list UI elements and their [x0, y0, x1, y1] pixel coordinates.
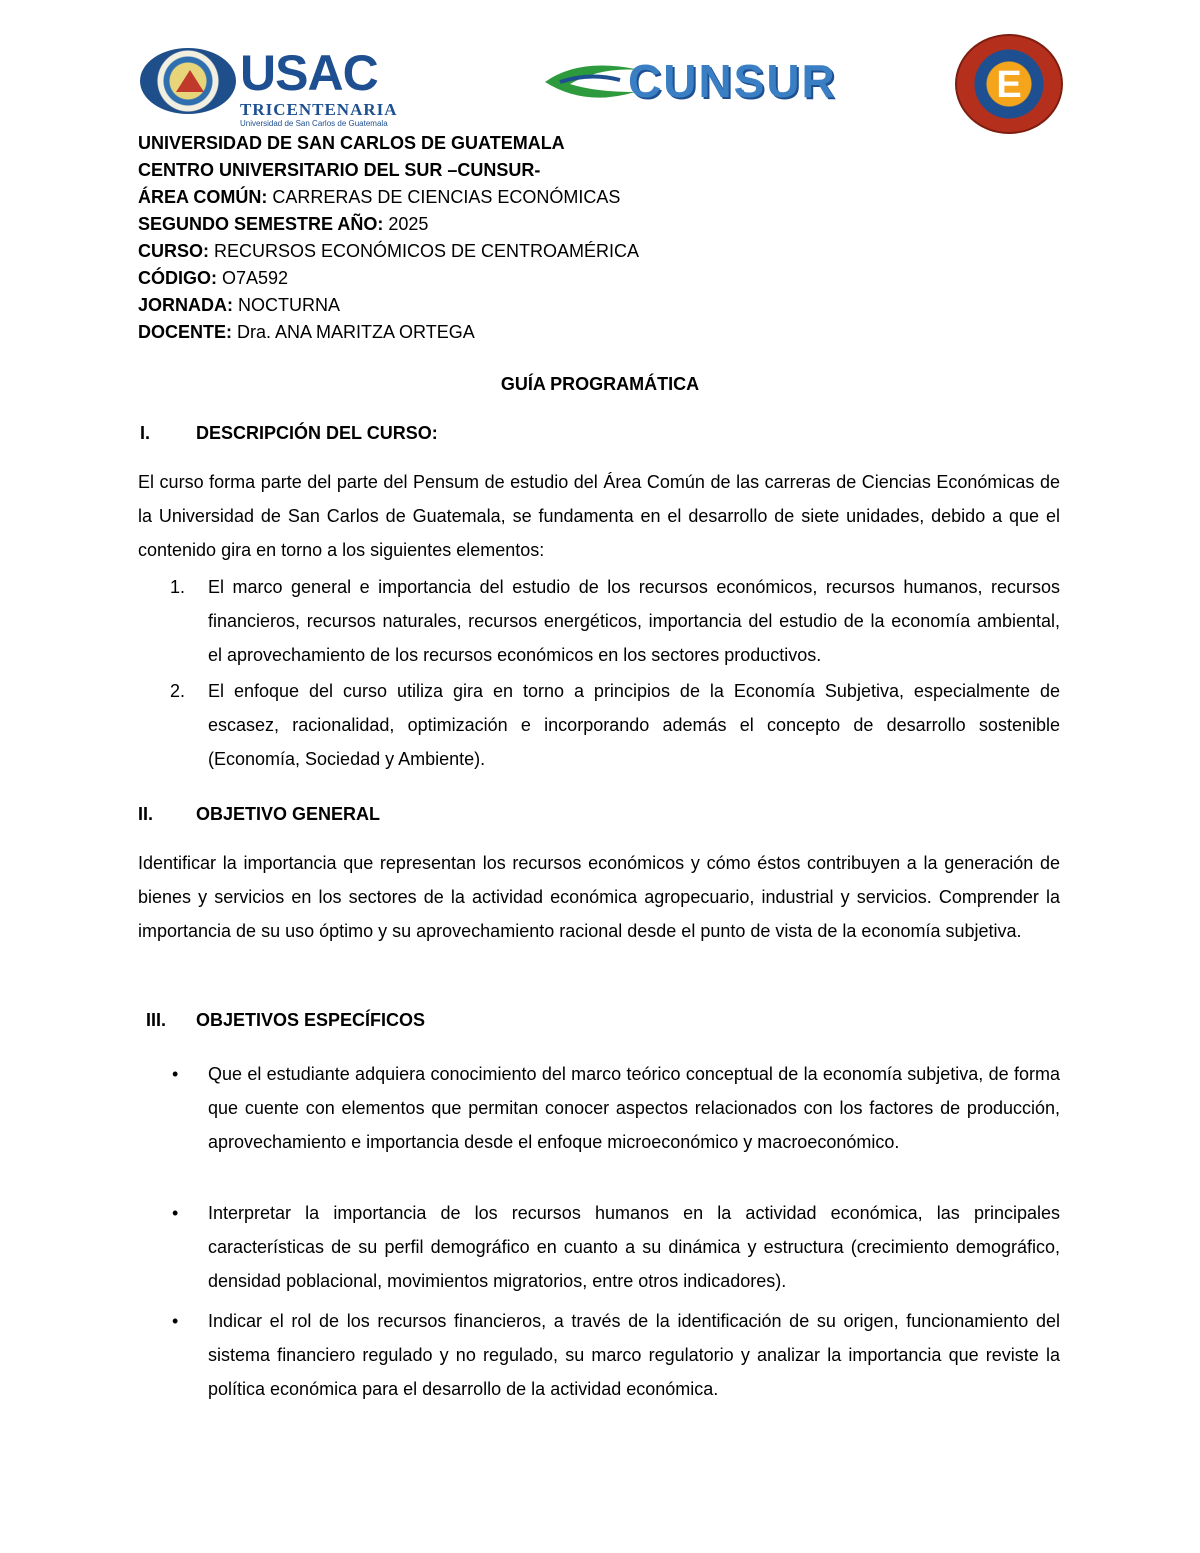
header-line-area: ÁREA COMÚN: CARRERAS DE CIENCIAS ECONÓMICAS [138, 187, 621, 207]
section-3-number: III. [146, 1010, 167, 1030]
list-item [138, 1057, 1060, 1159]
section-2-title: OBJETIVO GENERAL [196, 804, 381, 824]
header-line-schedule: JORNADA: NOCTURNA [138, 295, 341, 315]
list-item-marker: 1. [170, 577, 186, 597]
list-item-text: Que el estudiante adquiera conocimiento del marco teórico conceptual de la economía subjetiva, de forma que cuente con elementos que permitan conocer aspectos relacionados con los factores de producción, aprovechamiento e importancia desde el enfoque microeconómico y macroeconómico. [208, 1064, 1060, 1152]
list-item [138, 1304, 1060, 1406]
list-item [138, 570, 1060, 672]
bullet-icon: • [172, 1311, 179, 1331]
document-title: GUÍA PROGRAMÁTICA [500, 374, 700, 394]
header-line-teacher: DOCENTE: Dra. ANA MARITZA ORTEGA [138, 322, 475, 342]
usac-logo-name: USAC [240, 45, 378, 101]
header-line-code: CÓDIGO: O7A592 [138, 268, 289, 288]
section-2-number: II. [138, 804, 154, 824]
header-line-course: CURSO: RECURSOS ECONÓMICOS DE CENTROAMÉRICA [138, 241, 640, 261]
economics-seal-letter: E [996, 64, 1022, 106]
list-item-text: El marco general e importancia del estudio de los recursos económicos, recursos humanos, recursos financieros, recursos naturales, recursos energéticos, importancia del estudio de la economía ambiental, el aprovechamiento de los recursos económicos en los sectores productivos. [208, 577, 1060, 665]
section-3-title: OBJETIVOS ESPECÍFICOS [196, 1010, 426, 1030]
usac-logo-tricentenaria: TRICENTENARIA [240, 100, 398, 119]
list-item-marker: 2. [170, 681, 186, 701]
header-line-center: CENTRO UNIVERSITARIO DEL SUR –CUNSUR- [138, 160, 541, 180]
cunsur-logo-name: CUNSUR [628, 55, 837, 107]
list-item-text: Indicar el rol de los recursos financieros, a través de la identificación de su origen, funcionamiento del sistema financiero regulado y no regulado, su marco regulatorio y analizar la importancia que reviste la política económica para el desarrollo de la actividad económica. [208, 1311, 1060, 1399]
header-line-semester: SEGUNDO SEMESTRE AÑO: 2025 [138, 214, 429, 234]
list-item-text: El enfoque del curso utiliza gira en torno a principios de la Economía Subjetiva, especialmente de escasez, racionalidad, optimización e incorporando además el concepto de desarrollo sostenible (Economía, Sociedad y Ambiente). [208, 681, 1060, 769]
section-1-intro: El curso forma parte del parte del Pensum de estudio del Área Común de las carreras de Ciencias Económicas de la Universidad de San Carlos de Guatemala, se fundamenta en el desarrollo de siete unidades, debido a que el contenido gira en torno a los siguientes elementos: [138, 472, 1060, 560]
bullet-icon: • [172, 1203, 179, 1223]
usac-logo-subtitle: Universidad de San Carlos de Guatemala [240, 119, 388, 128]
list-item [138, 674, 1060, 776]
logo-bar [0, 30, 1200, 140]
section-1-number: I. [140, 423, 151, 443]
cunsur-logo [540, 44, 860, 134]
section-1-title: DESCRIPCIÓN DEL CURSO: [196, 423, 438, 443]
section-2-text: Identificar la importancia que representan los recursos económicos y cómo éstos contribuyen a la generación de bienes y servicios en los sectores de la actividad económica agropecuario, industrial y servicios. Comprender la importancia de su uso óptimo y su aprovechamiento racional desde el punto de vista de la economía subjetiva. [138, 853, 1060, 941]
header-line-university: UNIVERSIDAD DE SAN CARLOS DE GUATEMALA [138, 133, 565, 153]
usac-logo [140, 44, 440, 134]
economics-faculty-seal-icon [955, 34, 1063, 134]
university-seal-icon [140, 48, 236, 114]
list-item [138, 1196, 1060, 1298]
list-item-text: Interpretar la importancia de los recursos humanos en la actividad económica, las principales características de su perfil demográfico en cuanto a su dinámica y estructura (crecimiento demográfico, densidad poblacional, movimientos migratorios, entre otros indicadores). [208, 1203, 1060, 1291]
bullet-icon: • [172, 1064, 179, 1084]
